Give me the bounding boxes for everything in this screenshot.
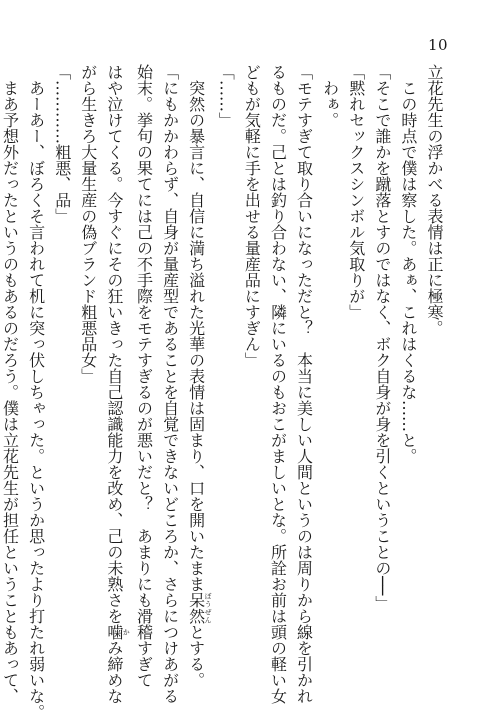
furigana: 呆然ぼうぜん: [186, 592, 213, 624]
text-line: がら生きろ大量生産の偽ブランド粗悪品女」: [78, 64, 98, 384]
text-line: 「……」: [216, 64, 236, 128]
furigana: 噛か: [104, 624, 131, 640]
text-line: 立花先生の浮かべる表情は正に極寒。: [425, 64, 444, 336]
text-line: あーあー、ぼろくそ言われて机に突っ伏しちゃった。というか思ったより打たれ弱いな。: [26, 64, 46, 720]
text-line: どもが気軽に手を出せる量産品にすぎん」: [242, 64, 262, 368]
text-line: わぁ。: [320, 64, 340, 128]
body-text: [0, 64, 447, 720]
text-line: 「黙れセックスシンボル気取りが」: [346, 64, 366, 320]
page-number: 10: [428, 36, 449, 54]
text-line: 「…………粗悪、品」: [52, 64, 72, 224]
text-line: 「モテすぎて取り合いになっただと？ 本当に美しい人間というのは周りから線を引かれ: [294, 64, 314, 704]
text-line: はや泣けてくる。今すぐにその狂いきった自己認識能力を改め、己の未熟さを噛かみ締めな: [104, 64, 131, 704]
text-line: この時点で僕は察した。あぁ、これはくるな……と。: [398, 64, 418, 464]
text-line: 「そこで誰かを蹴落とすのではなく、ボク自身が身を引くということの──」: [372, 64, 392, 612]
text-line: 始末。挙句の果てには己の不手際をモテすぎるのが悪いだと？ あまりにも滑稽すぎて: [134, 64, 154, 688]
text-line: 「にもかかわらず、自身が量産型であることを自覚できないどころか、さらにつけあがる: [160, 64, 180, 704]
text-line: 突然の暴言に、自信に満ち溢れた光華の表情は固まり、口を開いたまま呆然ぼうぜんとする。: [186, 64, 213, 688]
text-line: るものだ。己とは釣り合わない、隣にいるのもおこがましいとな。所詮お前は頭の軽い女: [268, 64, 288, 704]
text-line: まあ予想外だったというのもあるのだろう。僕は立花先生が担任ということもあって、: [0, 64, 20, 704]
